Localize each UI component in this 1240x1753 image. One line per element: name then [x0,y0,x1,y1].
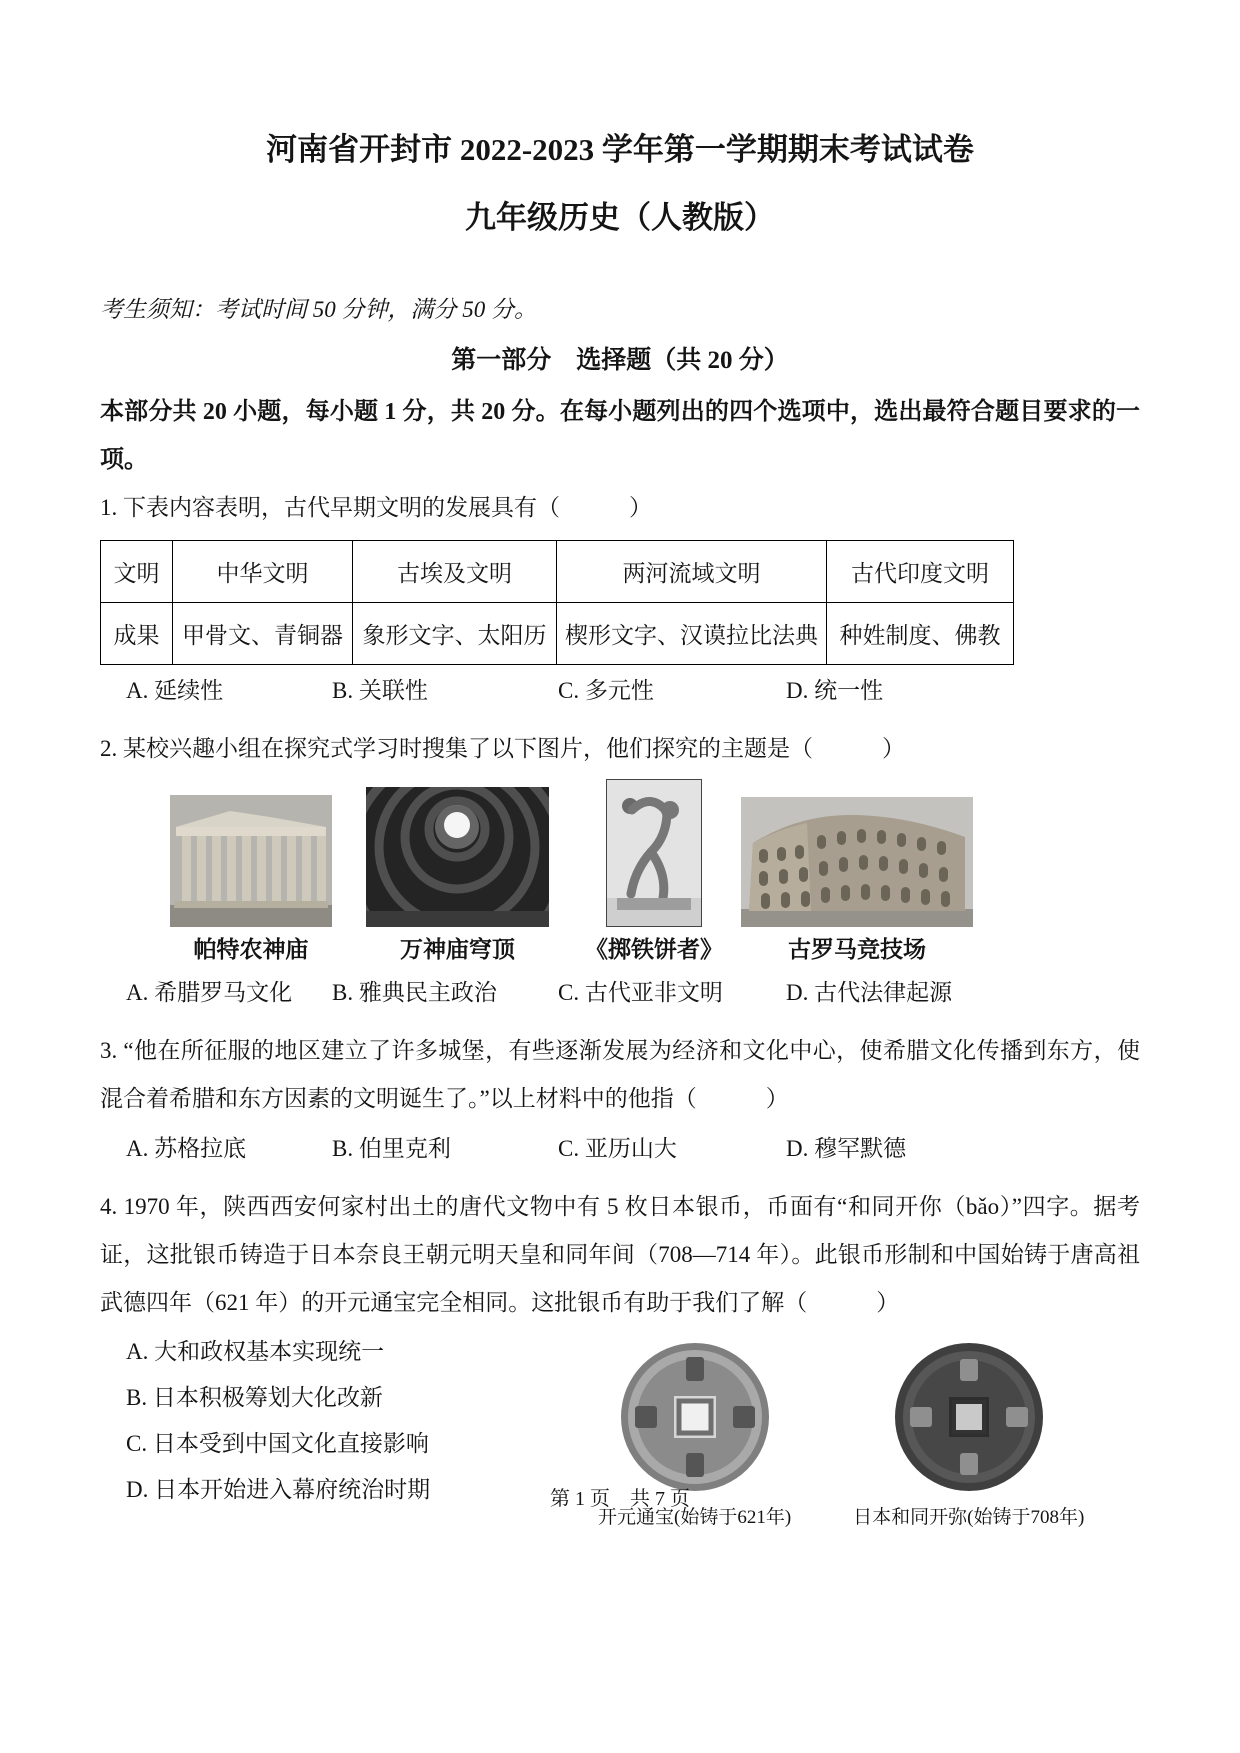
q2-option-c: C. 古代亚非文明 [558,980,723,1005]
q2-option-a: A. 希腊罗马文化 [126,980,293,1005]
table-cell: 两河流域文明 [557,541,827,603]
candidate-notice: 考生须知：考试时间 50 分钟，满分 50 分。 [100,297,537,322]
table-cell: 中华文明 [173,541,353,603]
wado-coin-photo [893,1341,1045,1493]
wado-coin-caption: 日本和同开弥(始铸于708年) [853,1507,1085,1528]
q3-options [100,1123,1140,1175]
discobolus-figure [585,779,723,967]
table-cell: 甲骨文、青铜器 [173,603,353,665]
q3-option-a: A. 苏格拉底 [126,1136,247,1161]
table-row-achievement [101,603,1014,665]
table-cell: 成果 [101,603,173,665]
q2-option-b: B. 雅典民主政治 [332,980,497,1005]
q2-option-d: D. 古代法律起源 [786,980,953,1005]
pantheon-dome-photo [366,787,549,927]
table-cell: 古埃及文明 [353,541,557,603]
table-cell: 楔形文字、汉谟拉比法典 [557,603,827,665]
section-intro: 本部分共 20 小题，每小题 1 分，共 20 分。在每小题列出的四个选项中，选出最符合题目要求的一项。 [100,399,1140,473]
table-cell: 文明 [101,541,173,603]
q1-option-b: B. 关联性 [332,678,428,703]
q3-option-b: B. 伯里克利 [332,1136,451,1161]
table-cell: 种姓制度、佛教 [827,603,1014,665]
photo-caption: 帕特农神庙 [193,937,309,962]
q4-option-b: B. 日本积极筹划大化改新 [126,1385,383,1410]
q1-option-c: C. 多元性 [558,678,654,703]
exam-title-line1: 河南省开封市 2022-2023 学年第一学期期末考试试卷 [266,132,974,167]
parthenon-figure [170,795,332,967]
q2-stem: 2. 某校兴趣小组在探究式学习时搜集了以下图片，他们探究的主题是（ ） [100,736,905,761]
q3-stem: 3. “他在所征服的地区建立了许多城堡，有些逐渐发展为经济和文化中心，使希腊文化传播到东方，使混合着希腊和东方因素的文明诞生了。”以上材料中的他指（ ） [100,1038,1140,1111]
q3-option-d: D. 穆罕默德 [786,1136,907,1161]
section-heading: 第一部分 选择题（共 20 分） [451,347,789,374]
q2-options [100,967,1140,1019]
table-cell: 古代印度文明 [827,541,1014,603]
q1-option-a: A. 延续性 [126,678,224,703]
q1-option-d: D. 统一性 [786,678,884,703]
table-cell: 象形文字、太阳历 [353,603,557,665]
q4-option-a: A. 大和政权基本实现统一 [126,1339,385,1364]
parthenon-photo [170,795,332,927]
pantheon-dome-figure [366,787,549,967]
colosseum-photo [741,797,973,927]
kaiyuan-coin-caption: 开元通宝(始铸于621年) [598,1507,792,1528]
q4-stem: 4. 1970 年，陕西西安何家村出土的唐代文物中有 5 枚日本银币，币面有“和同开你（bǎo）”四字。据考证，这批银币铸造于日本奈良王朝元明天皇和同年间（708—714 年）。此银币形制和中国始铸于唐高祖武德四年（621 年）的开元通宝完全相同。这批银币有助于我们了解（ ） [100,1194,1140,1315]
q1-civilizations-table [100,540,1014,665]
table-row-civilization [101,541,1014,603]
q2-photo-row [170,779,1140,967]
q1-options [100,665,1140,717]
photo-caption: 《掷铁饼者》 [585,937,723,962]
discobolus-photo [606,779,702,927]
q1-stem: 1. 下表内容表明，古代早期文明的发展具有（ ） [100,495,652,520]
photo-caption: 古罗马竞技场 [788,937,926,962]
q3-option-c: C. 亚历山大 [558,1136,677,1161]
q4-option-d: D. 日本开始进入幕府统治时期 [126,1477,431,1502]
page-number: 第 1 页 共 7 页 [550,1488,690,1510]
photo-caption: 万神庙穹顶 [400,937,515,962]
colosseum-figure [741,797,973,967]
exam-title-line2: 九年级历史（人教版） [465,200,775,235]
kaiyuan-coin-photo [619,1341,771,1493]
q4-option-c: C. 日本受到中国文化直接影响 [126,1431,429,1456]
